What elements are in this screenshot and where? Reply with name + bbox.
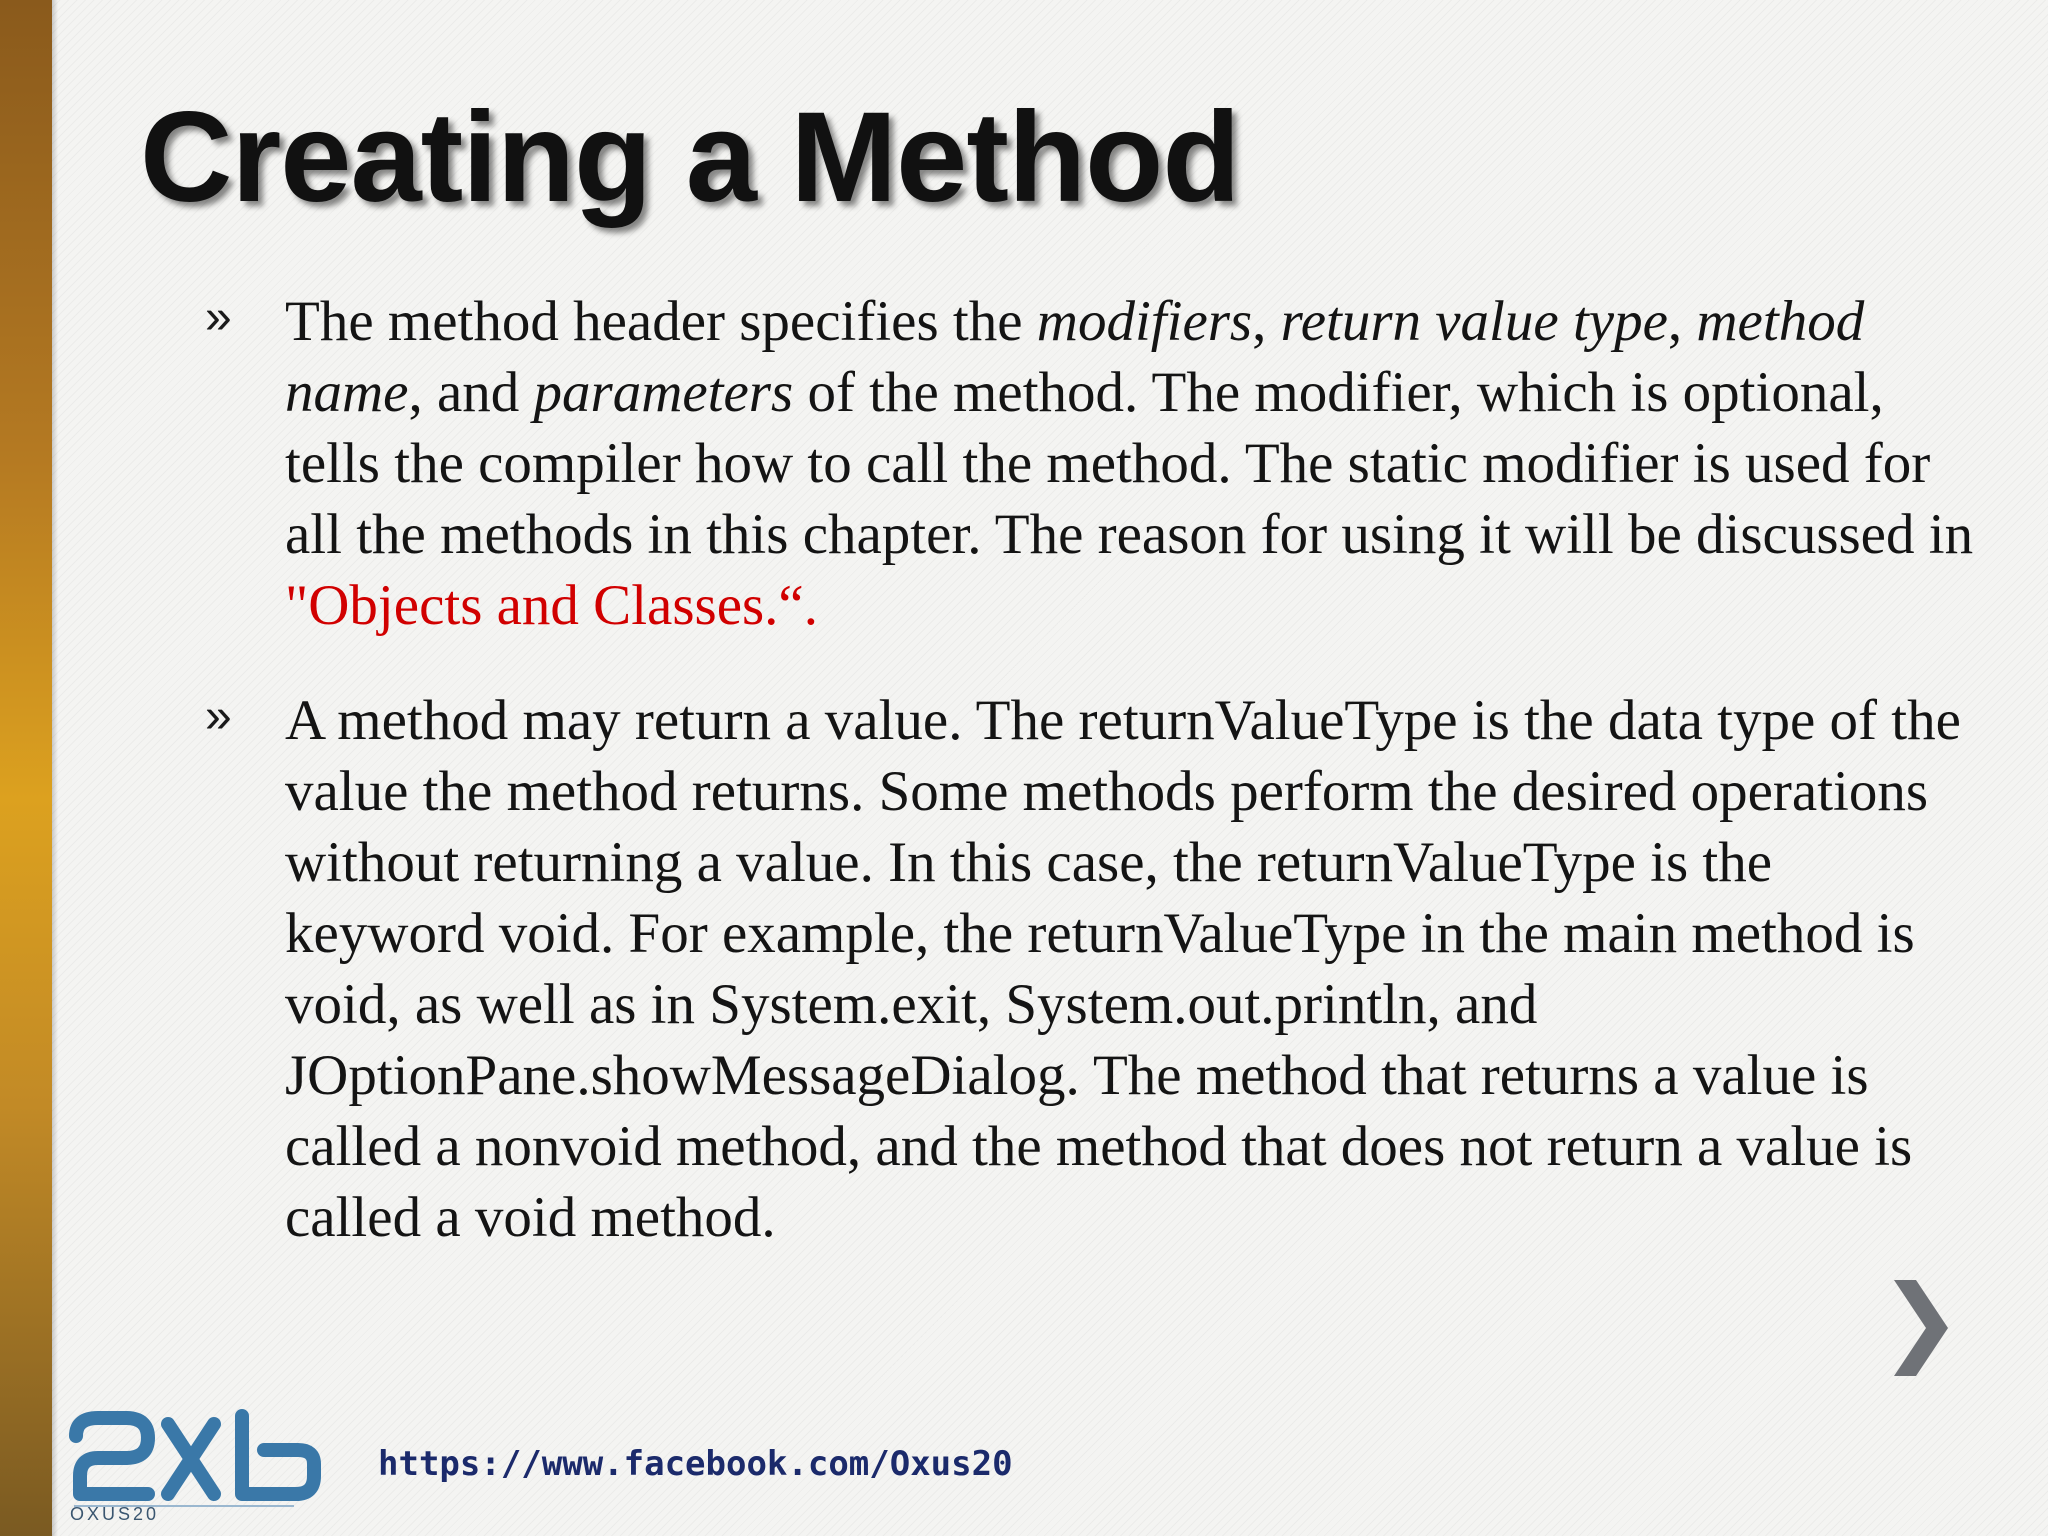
text-run: of the method. The modifier, which is optional, tells the compiler how to call the method. The static modifier is used for all the methods in this chapter. The reason for using it will be discussed in <box>285 361 1974 566</box>
chevron-right-icon[interactable] <box>1890 1280 1950 1376</box>
bullet-item <box>205 685 1985 1253</box>
text-run: , and <box>408 361 534 424</box>
bullet-marker-icon: » <box>205 690 232 743</box>
reference-objects-and-classes: "Objects and Classes.“. <box>285 574 818 637</box>
bullet-marker-icon: » <box>205 291 232 344</box>
text-run: , <box>1667 290 1697 353</box>
bullet-text-method-header <box>285 286 1985 641</box>
slide-title: Creating a Method <box>140 86 1240 229</box>
text-run: , <box>1252 290 1281 353</box>
bullet-item <box>205 286 1985 641</box>
logo-caption: OXUS20 <box>70 1504 160 1524</box>
slide-body <box>205 286 1985 1297</box>
text-run: The method header specifies the <box>285 290 1037 353</box>
term-return-value-type: return value type <box>1280 290 1668 353</box>
bullet-text-return-value: A method may return a value. The returnValueType is the data type of the value the method returns. Some methods perform the desired operations without returning a value. In this case, the returnValueType is the keyword void. For example, the returnValueType in the main method is void, as well as in System.exit, System.out.println, and JOptionPane.showMessageDialog. The method that returns a value is called a nonvoid method, and the method that does not return a value is called a void method. <box>285 689 1961 1249</box>
term-modifiers: modifiers <box>1036 290 1253 353</box>
term-parameters: parameters <box>533 361 794 424</box>
side-accent-bar <box>0 0 52 1536</box>
term-method-name: method name <box>285 290 1865 424</box>
facebook-link[interactable]: https://www.facebook.com/Oxus20 <box>378 1444 1013 1484</box>
